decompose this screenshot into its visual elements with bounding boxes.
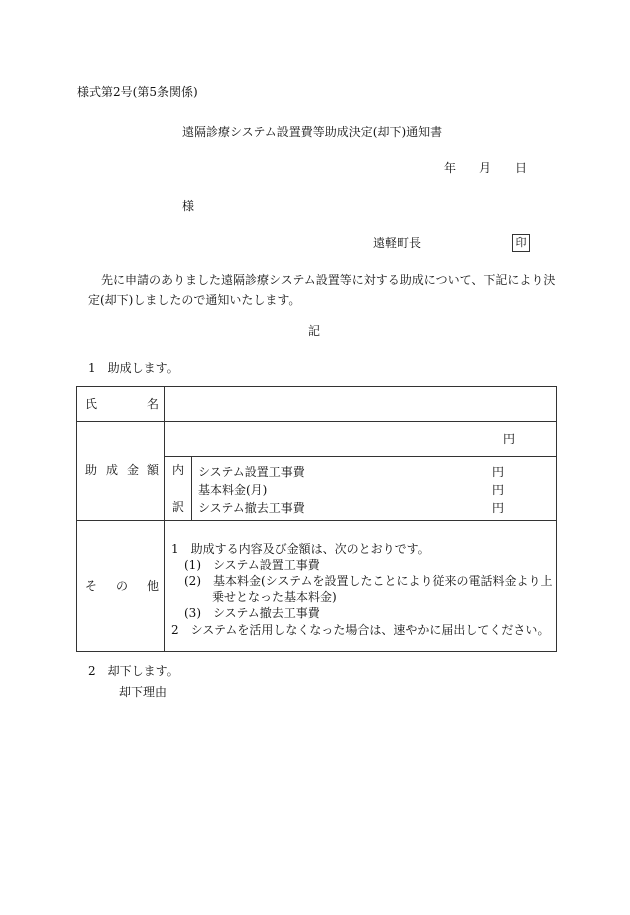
amount-label-char-4: 額	[147, 463, 160, 477]
other-line-6: 2 システムを活用しなくなった場合は、速やかに届出してください。	[171, 623, 550, 637]
date-month-label: 月	[479, 161, 492, 175]
rejection-reason-label: 却下理由	[119, 685, 168, 699]
row-divider-total	[164, 456, 556, 457]
other-line-2: (1) システム設置工事費	[184, 558, 320, 572]
amount-label-char-1: 助	[85, 463, 98, 477]
other-label-char-1: そ	[85, 579, 98, 593]
amount-label-char-3: 金	[127, 463, 140, 477]
date-day-label: 日	[515, 161, 528, 175]
body-line-2: 定(却下)しましたので通知いたします。	[88, 293, 301, 307]
breakdown-label-divider	[191, 456, 192, 520]
other-line-5: (3) システム撤去工事費	[184, 606, 320, 620]
breakdown-item-2: 基本料金(月)	[198, 483, 268, 497]
breakdown-unit-2: 円	[492, 483, 505, 497]
row-divider-amount	[76, 520, 556, 521]
document-title: 遠隔診療システム設置費等助成決定(却下)通知書	[182, 125, 443, 139]
row-divider-name	[76, 421, 556, 422]
other-line-4: 乗せとなった基本料金)	[212, 590, 337, 604]
breakdown-label-char-1: 内	[172, 463, 185, 477]
label-column-divider	[164, 386, 165, 651]
body-line-1: 先に申請のありました遠隔診療システム設置等に対する助成について、下記により決	[101, 273, 556, 287]
ki-heading: 記	[308, 324, 321, 338]
addressee-honorific: 様	[182, 199, 195, 213]
seal-mark: 印	[512, 234, 530, 252]
other-label-char-3: 他	[147, 579, 160, 593]
breakdown-item-1: システム設置工事費	[198, 465, 305, 479]
form-number: 様式第2号(第5条関係)	[77, 85, 198, 99]
sender-name: 遠軽町長	[373, 236, 422, 250]
date-year-label: 年	[444, 161, 457, 175]
total-amount-unit: 円	[503, 432, 516, 446]
breakdown-unit-3: 円	[492, 501, 505, 515]
other-line-1: 1 助成する内容及び金額は、次のとおりです。	[171, 542, 430, 556]
section-2-label: 2 却下します。	[88, 664, 179, 678]
breakdown-label-char-2: 訳	[172, 500, 185, 514]
name-label-char-2: 名	[147, 397, 160, 411]
other-line-3: (2) 基本料金(システムを設置したことにより従来の電話料金より上	[184, 574, 553, 588]
section-1-label: 1 助成します。	[88, 361, 179, 375]
name-label-char-1: 氏	[85, 397, 98, 411]
breakdown-unit-1: 円	[492, 465, 505, 479]
breakdown-item-3: システム撤去工事費	[198, 501, 305, 515]
other-label-char-2: の	[116, 579, 129, 593]
amount-label-char-2: 成	[106, 463, 119, 477]
